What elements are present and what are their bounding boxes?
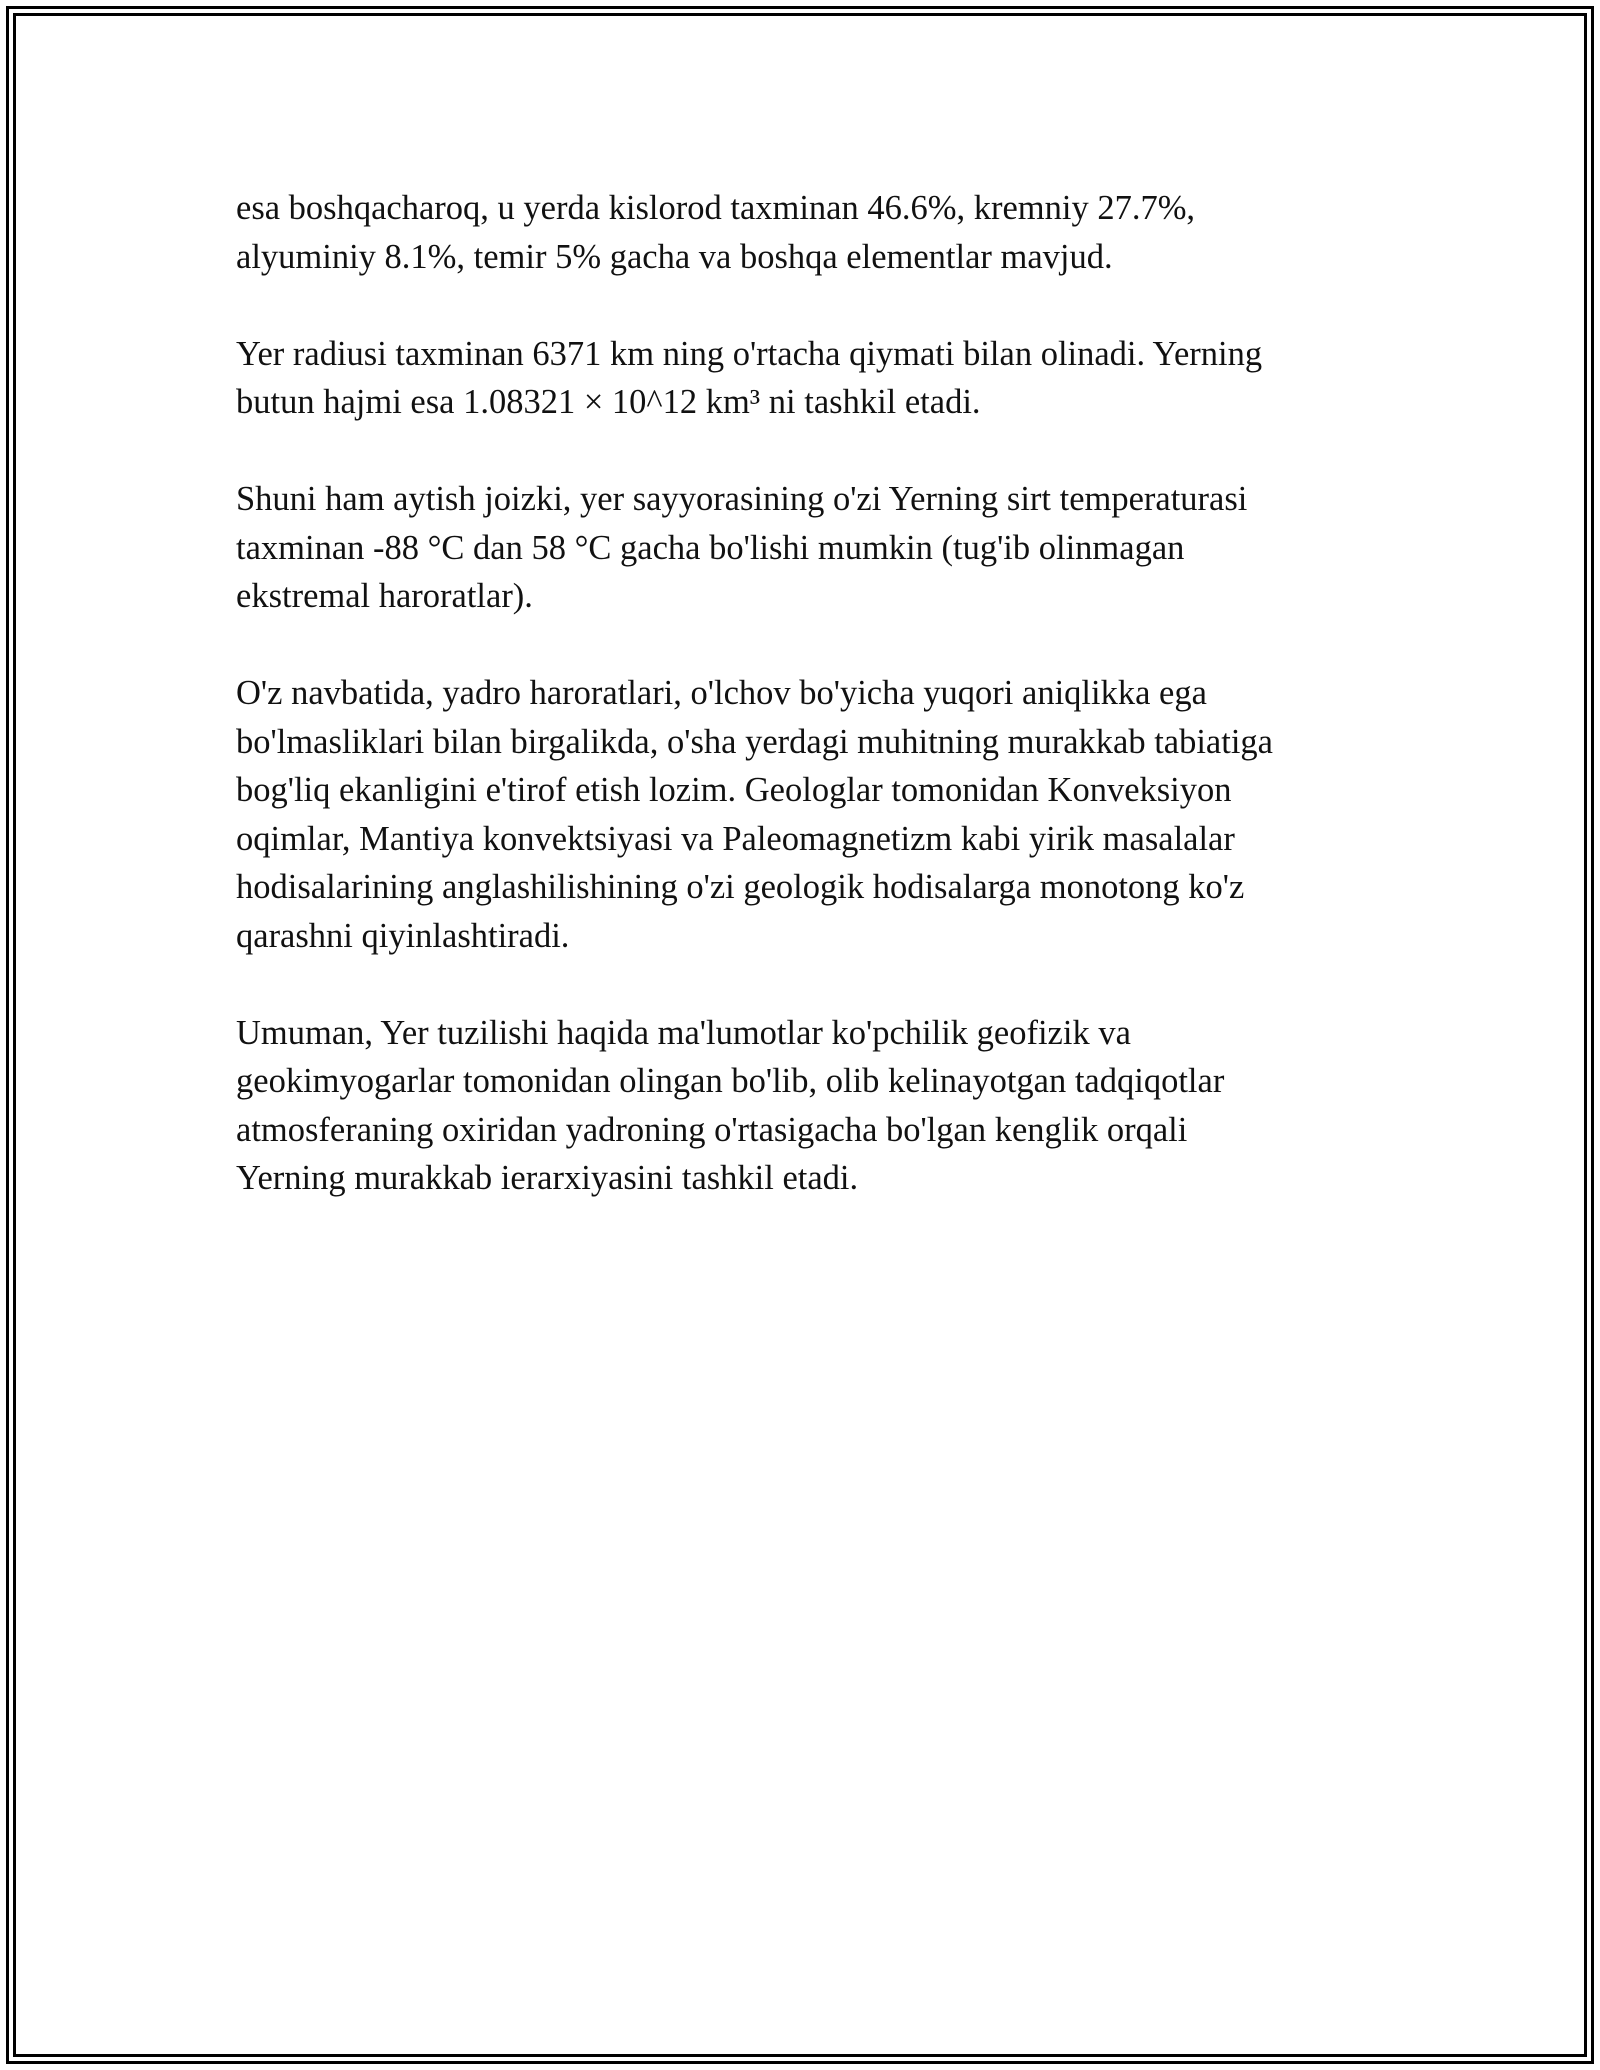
text-line: esa boshqacharoq, u yerda kislorod taxminan 46.6%, kremniy 27.7%, [236, 189, 1196, 227]
paragraph-conclusion [236, 1009, 1366, 1203]
paragraph-composition [236, 184, 1366, 281]
document-body [236, 184, 1366, 1251]
paragraph-core-temperature [236, 669, 1366, 960]
text-line: O'z navbatida, yadro haroratlari, o'lchov bo'yicha yuqori aniqlikka ega [236, 674, 1207, 712]
text-line: taxminan -88 °C dan 58 °C gacha bo'lishi mumkin (tug'ib olinmagan [236, 528, 1185, 567]
text-line: bo'lmasliklari bilan birgalikda, o'sha yerdagi muhitning murakkab tabiatiga [236, 722, 1273, 761]
text-line: atmosferaning oxiridan yadroning o'rtasigacha bo'lgan kenglik orqali [236, 1110, 1188, 1149]
text-line: qarashni qiyinlashtiradi. [236, 916, 570, 955]
text-line: alyuminiy 8.1%, temir 5% gacha va boshqa elementlar mavjud. [236, 237, 1113, 276]
text-line: bog'liq ekanligini e'tirof etish lozim. Geologlar tomonidan Konveksiyon [236, 771, 1232, 809]
text-line: Yerning murakkab ierarxiyasini tashkil etadi. [236, 1159, 859, 1197]
text-line: geokimyogarlar tomonidan olingan bo'lib, olib kelinayotgan tadqiqotlar [236, 1062, 1225, 1100]
text-line: ekstremal haroratlar). [236, 577, 533, 615]
text-line: oqimlar, Mantiya konvektsiyasi va Paleomagnetizm kabi yirik masalalar [236, 819, 1235, 858]
text-line: Shuni ham aytish joizki, yer sayyorasining o'zi Yerning sirt temperaturasi [236, 480, 1248, 518]
text-line: Yer radiusi taxminan 6371 km ning o'rtacha qiymati bilan olinadi. Yerning [236, 334, 1263, 373]
text-line: butun hajmi esa 1.08321 × 10^12 km³ ni tashkil etadi. [236, 383, 981, 421]
text-line: Umuman, Yer tuzilishi haqida ma'lumotlar ko'pchilik geofizik va [236, 1013, 1131, 1052]
paragraph-surface-temperature [236, 475, 1366, 621]
paragraph-radius-volume [236, 330, 1366, 427]
text-line: hodisalarining anglashilishining o'zi geologik hodisalarga monotong ko'z [236, 868, 1245, 906]
